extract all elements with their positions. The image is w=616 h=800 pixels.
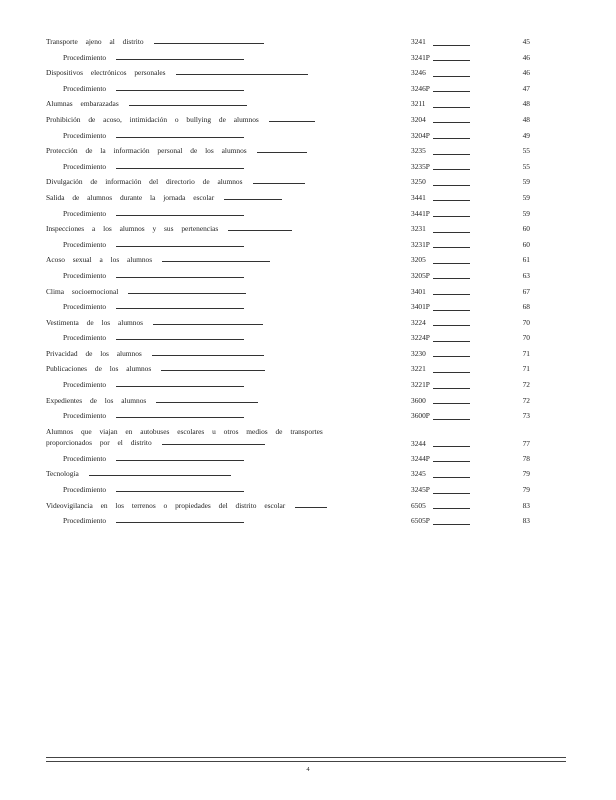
toc-entry-code: 3241: [411, 37, 426, 46]
code-leader-line: [433, 91, 470, 92]
toc-entry-title-text: Expedientes de los alumnos: [46, 395, 147, 405]
title-leader-line: [162, 443, 265, 445]
toc-entry-code: 3600P: [411, 411, 430, 421]
toc-entry-page: 46: [522, 68, 530, 78]
footer-rule-thin: [46, 761, 566, 762]
toc-entry-page: 47: [522, 83, 530, 93]
toc-entry-title-text: Publicaciones de los alumnos: [46, 364, 152, 374]
toc-entry-title: [46, 221, 292, 237]
toc-entry-code: 3224P: [411, 333, 430, 343]
title-leader-line: [153, 323, 263, 325]
title-leader-line: [116, 521, 244, 523]
code-leader-line: [433, 477, 470, 478]
title-leader-line: [116, 307, 244, 309]
toc-entry: [46, 50, 532, 66]
toc-entry-title: [63, 377, 244, 393]
toc-entry-page: 71: [522, 348, 530, 358]
toc-entry-code: 3221: [411, 364, 426, 374]
title-leader-line: [129, 104, 247, 106]
title-leader-line: [161, 369, 265, 371]
toc-entry-code: 3221P: [411, 380, 430, 390]
toc-entry-code: 3600: [411, 395, 426, 405]
toc-entry-title-text: Divulgación de información del directorio de alumnos: [46, 177, 243, 187]
toc-entry: [46, 81, 532, 97]
code-leader-line: [433, 341, 470, 342]
title-leader-line: [257, 151, 307, 153]
code-leader-line: [433, 45, 470, 46]
toc-entry: [46, 206, 532, 222]
title-leader-line: [89, 474, 231, 476]
code-leader-line: [433, 372, 470, 373]
code-leader-line: [433, 325, 470, 326]
toc-entry-code: 3245P: [411, 485, 430, 495]
toc-entry-title: [46, 315, 263, 331]
title-leader-line: [116, 245, 244, 247]
toc-entry-page: 46: [522, 52, 530, 62]
code-leader-line: [433, 216, 470, 217]
toc-entry-page: 55: [522, 161, 530, 171]
toc-entry-page: 72: [522, 395, 530, 405]
toc-entry: [46, 96, 532, 112]
footer-rule: [46, 757, 566, 758]
toc-entry: [46, 466, 532, 482]
title-leader-line: [116, 58, 244, 60]
toc-entry-page: 70: [522, 317, 530, 327]
toc-entry-page: 60: [522, 239, 530, 249]
toc-entry: [46, 424, 532, 451]
toc-entry-title: [63, 50, 244, 66]
title-leader-line: [154, 42, 264, 44]
title-leader-line: [116, 416, 244, 418]
toc-entry-page: 83: [522, 516, 530, 526]
code-leader-line: [433, 419, 470, 420]
toc-entry-code: 6505P: [411, 516, 430, 526]
toc-entry-title-text: Procedimiento: [63, 485, 107, 495]
toc-entry-title-text: Vestimenta de los alumnos: [46, 317, 144, 327]
toc-entry-title: [46, 143, 307, 159]
toc-entry-page: 79: [522, 469, 530, 479]
code-leader-line: [433, 461, 470, 462]
code-leader-line: [433, 356, 470, 357]
toc-entry-code: 3246: [411, 68, 426, 78]
code-leader-line: [433, 154, 470, 155]
toc-entry-title-text: Protección de la información personal de los alumnos: [46, 146, 247, 156]
toc-entry-page: 59: [522, 192, 530, 202]
toc-entry-title: [46, 96, 247, 112]
toc-entry-page: 61: [522, 255, 530, 265]
toc-entry: [46, 361, 532, 377]
toc-entry-title: [63, 81, 244, 97]
toc-entry: [46, 284, 532, 300]
toc-entry-title: [63, 451, 244, 467]
toc-entry: [46, 65, 532, 81]
toc-entry-title: [46, 361, 265, 377]
toc-entry: [46, 252, 532, 268]
toc-entry-title-text: Procedimiento: [63, 333, 107, 343]
toc-entry-code: 3231: [411, 224, 426, 234]
toc-entry: [46, 237, 532, 253]
toc-entry-title-text: Videovigilancia en los terrenos o propiedades del distrito escolar: [46, 500, 286, 510]
code-leader-line: [433, 310, 470, 311]
toc-entry: [46, 498, 532, 514]
toc-entry-title-text: Procedimiento: [63, 161, 107, 171]
toc-entry-title-text: Procedimiento: [63, 52, 107, 62]
code-leader-line: [433, 185, 470, 186]
toc-entry-title: [46, 190, 282, 206]
toc-entry-page: 73: [522, 411, 530, 421]
toc-entry: [46, 112, 532, 128]
toc-entry-page: 49: [522, 130, 530, 140]
toc-entry-title-text: Procedimiento: [63, 83, 107, 93]
toc-entry-page: 55: [522, 146, 530, 156]
toc-entry-title-text: Salida de alumnos durante la jornada escolar: [46, 192, 215, 202]
toc-entry-code: 3211: [411, 99, 426, 109]
toc-entry-code: 3241P: [411, 52, 430, 62]
title-leader-line: [224, 198, 282, 200]
toc-entry-title: [63, 482, 244, 498]
toc-entry-page: 45: [522, 37, 530, 46]
toc-entry: [46, 190, 532, 206]
toc-entry-code: 3235P: [411, 161, 430, 171]
code-leader-line: [433, 107, 470, 108]
toc-entry-title: [46, 466, 231, 482]
code-leader-line: [433, 294, 470, 295]
title-leader-line: [156, 401, 258, 403]
toc-entry-title: [63, 206, 244, 222]
toc-entry-title-text: Procedimiento: [63, 516, 107, 526]
toc-entry: [46, 330, 532, 346]
title-leader-line: [116, 214, 244, 216]
toc-entry: [46, 299, 532, 315]
toc-entry-code: 3401P: [411, 302, 430, 312]
toc-entry-title: [63, 408, 244, 424]
title-leader-line: [176, 73, 308, 75]
toc-entry-title-text: Privacidad de los alumnos: [46, 348, 142, 358]
title-leader-line: [116, 490, 244, 492]
toc-entry-title: [63, 330, 244, 346]
toc-entry: [46, 315, 532, 331]
title-leader-line: [116, 167, 244, 169]
title-leader-line: [253, 182, 305, 184]
toc-entry-code: 3231P: [411, 239, 430, 249]
toc-entry-title-text: Dispositivos electrónicos personales: [46, 68, 166, 78]
title-leader-line: [162, 260, 270, 262]
toc-entry: [46, 268, 532, 284]
toc-entry-page: 77: [522, 438, 530, 448]
toc-entry: [46, 346, 532, 362]
code-leader-line: [433, 138, 470, 139]
toc-entry-code: 3250: [411, 177, 426, 187]
code-leader-line: [433, 76, 470, 77]
toc-entry-title-text: Procedimiento: [63, 239, 107, 249]
title-leader-line: [116, 136, 244, 138]
toc-entry-page: 48: [522, 99, 530, 109]
toc-entry-page: 70: [522, 333, 530, 343]
table-of-contents: [46, 34, 532, 529]
toc-entry-code: 3401: [411, 286, 426, 296]
toc-entry-title-text: Alumnos que viajan en autobuses escolares u otros medios de transportes: [46, 426, 323, 436]
toc-entry-title-text: Alumnas embarazadas: [46, 99, 119, 109]
toc-entry-page: 79: [522, 485, 530, 495]
toc-entry-page: 48: [522, 114, 530, 124]
toc-entry-page: 59: [522, 177, 530, 187]
title-leader-line: [116, 459, 244, 461]
toc-entry-title-text: Procedimiento: [63, 302, 107, 312]
toc-entry-title-text: Clima socioemocional: [46, 286, 119, 296]
code-leader-line: [433, 493, 470, 494]
toc-entry-title: [63, 159, 244, 175]
toc-entry-title-text: Inspecciones a los alumnos y sus pertenencias: [46, 224, 219, 234]
toc-entry-page: 60: [522, 224, 530, 234]
code-leader-line: [433, 508, 470, 509]
title-leader-line: [128, 292, 246, 294]
code-leader-line: [433, 60, 470, 61]
toc-entry-title-text: Procedimiento: [63, 380, 107, 390]
toc-entry-title-text: Procedimiento: [63, 411, 107, 421]
toc-entry-page: 71: [522, 364, 530, 374]
toc-entry-title: [46, 252, 270, 268]
toc-entry-code: 3205P: [411, 270, 430, 280]
toc-entry-code: 3224: [411, 317, 426, 327]
toc-entry-title-text: Tecnología: [46, 469, 79, 479]
toc-entry-page: 63: [522, 270, 530, 280]
title-leader-line: [269, 120, 315, 122]
toc-entry-code: 3441P: [411, 208, 430, 218]
toc-entry-code: 3235: [411, 146, 426, 156]
title-leader-line: [116, 89, 244, 91]
toc-entry-code: 3245: [411, 469, 426, 479]
toc-entry: [46, 159, 532, 175]
toc-entry-title-text: Procedimiento: [63, 453, 107, 463]
toc-entry-page: 78: [522, 453, 530, 463]
toc-entry-code: 3204P: [411, 130, 430, 140]
title-leader-line: [228, 229, 292, 231]
toc-entry-title-text: Procedimiento: [63, 208, 107, 218]
toc-entry-code: 6505: [411, 500, 426, 510]
toc-entry-code: 3244P: [411, 453, 430, 463]
toc-entry-title: [46, 426, 323, 448]
title-leader-line: [116, 338, 244, 340]
toc-entry-title: [63, 268, 244, 284]
toc-entry: [46, 174, 532, 190]
title-leader-line: [116, 385, 244, 387]
toc-entry-title-text: Acoso sexual a los alumnos: [46, 255, 153, 265]
toc-entry-page: 59: [522, 208, 530, 218]
title-leader-line: [116, 276, 244, 278]
toc-entry: [46, 408, 532, 424]
toc-entry: [46, 513, 532, 529]
toc-entry-title: [46, 34, 264, 50]
toc-entry: [46, 143, 532, 159]
code-leader-line: [433, 247, 470, 248]
toc-entry-title: [63, 299, 244, 315]
toc-entry-title: [46, 393, 258, 409]
toc-entry-code: 3204: [411, 114, 426, 124]
toc-entry-page: 83: [522, 500, 530, 510]
toc-entry-page: 72: [522, 380, 530, 390]
toc-entry-title: [46, 65, 308, 81]
toc-entry-code: 3205: [411, 255, 426, 265]
toc-entry-page: 68: [522, 302, 530, 312]
code-leader-line: [433, 122, 470, 123]
toc-entry-title-text: Procedimiento: [63, 270, 107, 280]
toc-entry-title: [63, 513, 244, 529]
toc-entry: [46, 377, 532, 393]
toc-entry-code: 3441: [411, 192, 426, 202]
toc-entry: [46, 128, 532, 144]
code-leader-line: [433, 169, 470, 170]
code-leader-line: [433, 278, 470, 279]
toc-entry-title-text: Procedimiento: [63, 130, 107, 140]
toc-entry-title: [46, 346, 264, 362]
title-leader-line: [152, 354, 264, 356]
toc-entry: [46, 451, 532, 467]
toc-entry-page: 67: [522, 286, 530, 296]
toc-entry-title-text: Transporte ajeno al distrito: [46, 37, 144, 46]
page-number: 4: [306, 766, 310, 773]
toc-entry: [46, 221, 532, 237]
toc-entry-title-text: Prohibición de acoso, intimidación o bullying de alumnos: [46, 114, 259, 124]
toc-entry-code: 3230: [411, 348, 426, 358]
toc-entry-title-text-continued: proporcionados por el distrito: [46, 437, 152, 447]
code-leader-line: [433, 524, 470, 525]
toc-entry-code: 3244: [411, 438, 426, 448]
toc-entry-title: [46, 284, 246, 300]
toc-entry-title: [46, 498, 327, 514]
toc-entry: [46, 34, 532, 50]
code-leader-line: [433, 446, 470, 447]
toc-entry-title: [63, 237, 244, 253]
toc-entry-title: [46, 174, 305, 190]
code-leader-line: [433, 403, 470, 404]
code-leader-line: [433, 200, 470, 201]
code-leader-line: [433, 263, 470, 264]
toc-entry-title: [63, 128, 244, 144]
code-leader-line: [433, 232, 470, 233]
toc-entry-code: 3246P: [411, 83, 430, 93]
title-leader-line: [295, 506, 327, 508]
toc-entry: [46, 482, 532, 498]
toc-entry-title: [46, 112, 315, 128]
code-leader-line: [433, 388, 470, 389]
toc-entry: [46, 393, 532, 409]
